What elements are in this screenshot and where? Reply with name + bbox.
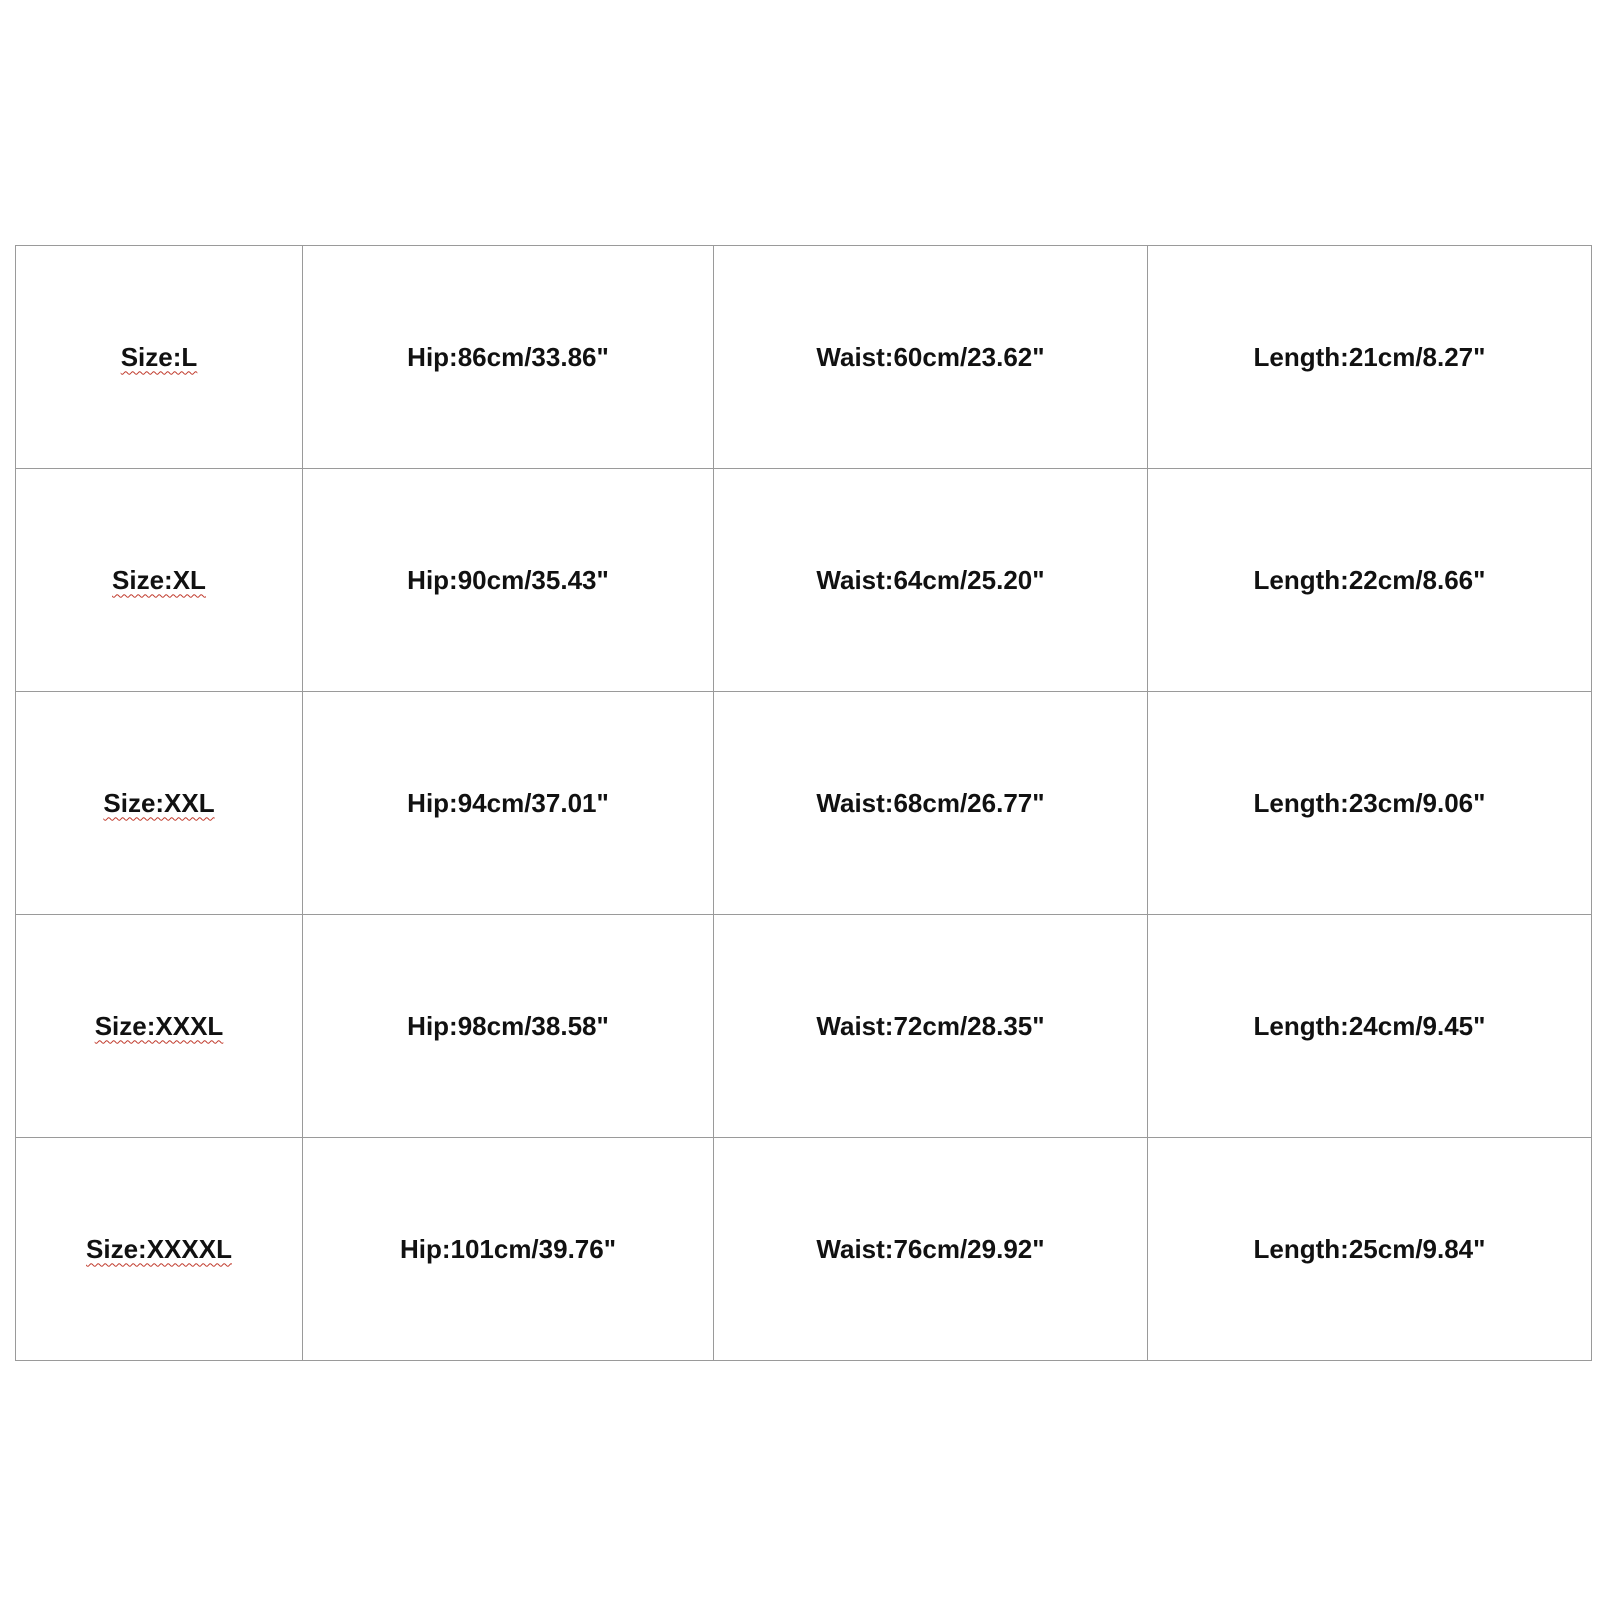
length-cell: Length:23cm/9.06" [1148,692,1592,915]
waist-cell: Waist:76cm/29.92" [714,1138,1148,1361]
hip-cell: Hip:98cm/38.58" [303,915,714,1138]
table-row [16,469,1592,692]
size-label: Size:L [120,341,198,372]
size-cell [16,692,303,915]
size-chart-table [15,245,1592,1361]
size-cell [16,469,303,692]
hip-cell: Hip:86cm/33.86" [303,246,714,469]
hip-cell: Hip:101cm/39.76" [303,1138,714,1361]
size-label: Size:XL [112,564,206,595]
table-row [16,246,1592,469]
size-cell [16,915,303,1138]
size-label: Size:XXXXL [86,1233,232,1264]
table-row [16,692,1592,915]
size-cell [16,1138,303,1361]
length-cell: Length:21cm/8.27" [1148,246,1592,469]
size-label: Size:XXXL [94,1010,224,1041]
length-cell: Length:24cm/9.45" [1148,915,1592,1138]
length-cell: Length:22cm/8.66" [1148,469,1592,692]
waist-cell: Waist:64cm/25.20" [714,469,1148,692]
size-cell [16,246,303,469]
waist-cell: Waist:60cm/23.62" [714,246,1148,469]
waist-cell: Waist:68cm/26.77" [714,692,1148,915]
table-row [16,1138,1592,1361]
hip-cell: Hip:94cm/37.01" [303,692,714,915]
length-cell: Length:25cm/9.84" [1148,1138,1592,1361]
waist-cell: Waist:72cm/28.35" [714,915,1148,1138]
table-row [16,915,1592,1138]
hip-cell: Hip:90cm/35.43" [303,469,714,692]
size-label: Size:XXL [103,787,215,818]
